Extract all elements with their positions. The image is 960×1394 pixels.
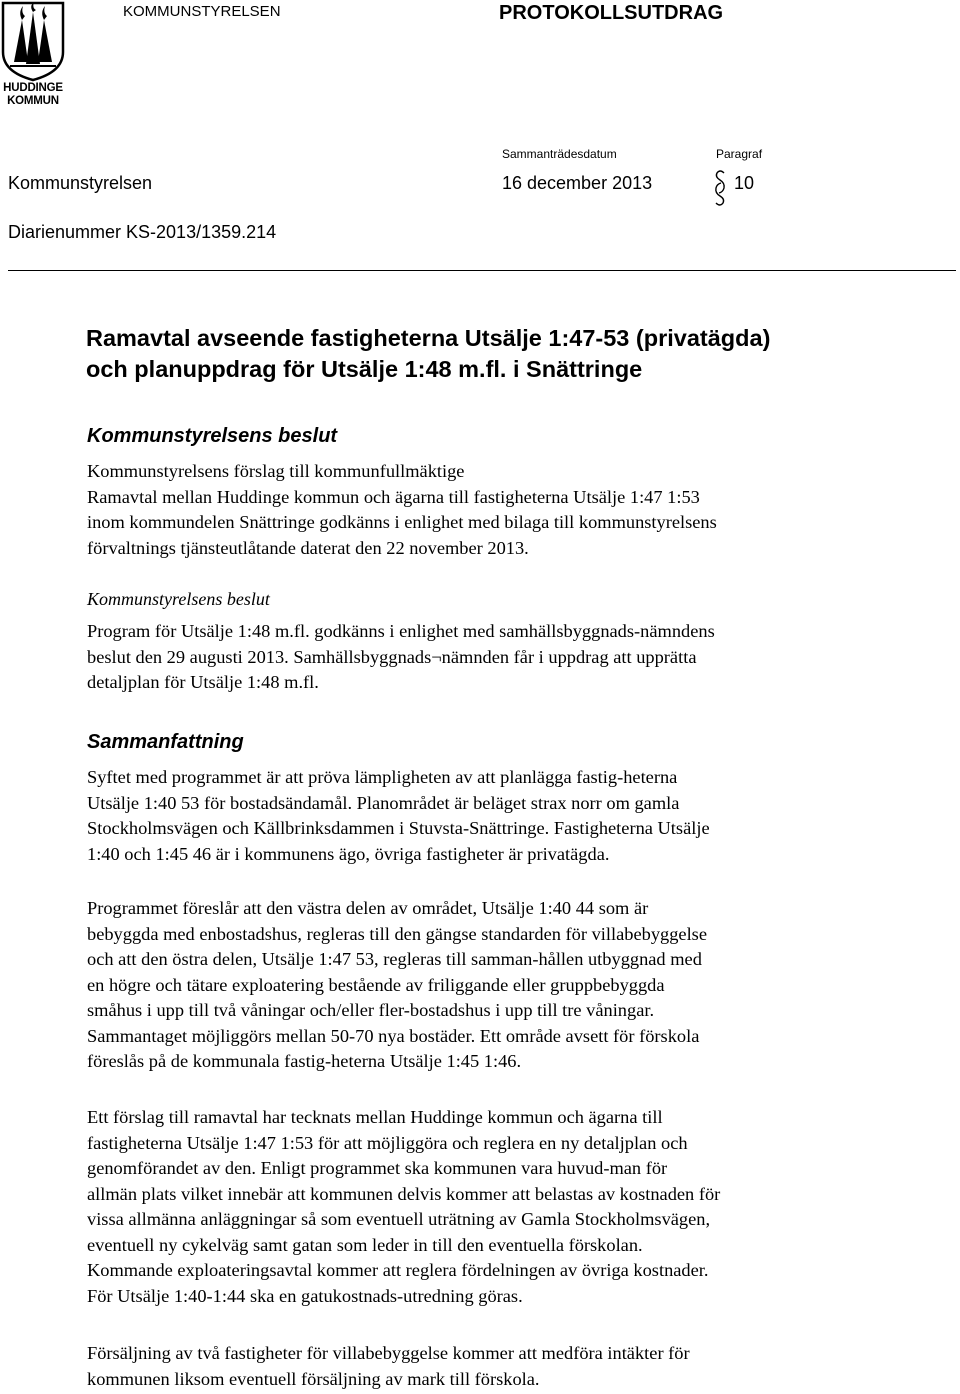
text-line: 1:40 och 1:45 46 är i kommunens ägo, övriga fastigheter är privatägda. <box>87 843 610 864</box>
text-line: eventuell ny cykelväg samt gatan som leder in till den eventuella förskolan. <box>87 1234 643 1255</box>
summary-paragraph <box>87 1341 690 1392</box>
text-line: fastigheterna Utsälje 1:47 1:53 för att möjliggöra och reglera en ny detaljplan och <box>87 1132 688 1153</box>
text-line: småhus i upp till två våningar och/eller fler-bostadshus i upp till tre våningar. <box>87 1000 655 1020</box>
text-line: allmän plats vilket innebär att kommunen delvis kommer att belastas av kostnaden för <box>87 1183 721 1204</box>
section-sign-icon <box>713 168 727 208</box>
summary-heading: Sammanfattning <box>87 731 244 753</box>
text-line: Programmet föreslår att den västra delen av området, Utsälje 1:40 44 som är <box>87 898 649 918</box>
text-line: Ramavtal mellan Huddinge kommun och ägarna till fastigheterna Utsälje 1:47 1:53 <box>87 486 700 507</box>
text-line: Sammantaget möjliggörs mellan 50-70 nya bostäder. Ett område avsett för förskola <box>87 1025 700 1046</box>
meeting-date-label: Sammanträdesdatum <box>502 147 617 161</box>
coat-of-arms-icon <box>0 0 66 82</box>
title-line: och planuppdrag för Utsälje 1:48 m.fl. i Snättringe <box>86 356 643 382</box>
summary-paragraph <box>87 1105 720 1309</box>
diary-number: Diarienummer KS-2013/1359.214 <box>8 222 277 242</box>
logo-text-line2: KOMMUN <box>7 95 59 107</box>
paragraph-label: Paragraf <box>716 147 763 161</box>
paragraph-number: 10 <box>734 173 755 193</box>
title-line: Ramavtal avseende fastigheterna Utsälje 1:47-53 (privatägda) <box>86 325 771 351</box>
text-line: Kommande exploateringsavtal kommer att reglera fördelningen av övriga kostnader. <box>87 1260 709 1280</box>
page-title <box>86 323 770 385</box>
organization-name: KOMMUNSTYRELSEN <box>123 3 281 20</box>
text-line: Syftet med programmet är att pröva lämpligheten av att planlägga fastig-heterna <box>87 767 678 787</box>
text-line: För Utsälje 1:40-1:44 ska en gatukostnads-utredning göras. <box>87 1285 523 1306</box>
text-line: föreslås på de kommunala fastig-heterna Utsälje 1:45 1:46. <box>87 1051 522 1071</box>
text-line: Ett förslag till ramavtal har tecknats mellan Huddinge kommun och ägarna till <box>87 1107 663 1127</box>
body-name: Kommunstyrelsen <box>8 173 153 193</box>
text-line: bebyggda med enbostadshus, regleras till den gängse standarden för villabebyggelse <box>87 923 707 944</box>
decision-heading: Kommunstyrelsens beslut <box>87 425 338 447</box>
text-line: vissa allmänna anläggningar så som eventuell uträtning av Gamla Stockholmsvägen, <box>87 1209 711 1229</box>
text-line: Utsälje 1:40 53 för bostadsändamål. Planområdet är beläget strax norr om gamla <box>87 792 680 813</box>
text-line: en högre och tätare exploatering bestående av friliggande eller gruppbebyggda <box>87 974 665 995</box>
text-line: Program för Utsälje 1:48 m.fl. godkänns i enlighet med samhällsbyggnads-nämndens <box>87 621 715 641</box>
text-line: genomförandet av den. Enligt programmet ska kommunen vara huvud-man för <box>87 1158 668 1178</box>
text-line: inom kommundelen Snättringe godkänns i enlighet med bilaga till kommunstyrelsens <box>87 512 717 532</box>
municipality-logo <box>0 0 66 110</box>
decision-heading: Kommunstyrelsens beslut <box>87 589 270 609</box>
text-line: Kommunstyrelsens förslag till kommunfullmäktige <box>87 461 465 481</box>
decision-text <box>87 619 715 696</box>
text-line: beslut den 29 augusti 2013. Samhällsbyggnads¬nämnden får i uppdrag att upprätta <box>87 646 697 667</box>
text-line: förvaltnings tjänsteutlåtande daterat den 22 november 2013. <box>87 537 529 558</box>
summary-paragraph <box>87 765 710 867</box>
meeting-date: 16 december 2013 <box>502 173 653 193</box>
text-line: detaljplan för Utsälje 1:48 m.fl. <box>87 672 319 692</box>
header-divider <box>8 270 956 271</box>
text-line: och att den östra delen, Utsälje 1:47 53, regleras till samman-hållen utbyggnad med <box>87 949 702 969</box>
text-line: kommunen liksom eventuell försäljning av mark till förskola. <box>87 1368 540 1389</box>
logo-text-line1: HUDDINGE <box>3 82 63 94</box>
text-line: Stockholmsvägen och Källbrinksdammen i Stuvsta-Snättringe. Fastigheterna Utsälje <box>87 818 710 838</box>
decision-text <box>87 459 717 561</box>
document-type: PROTOKOLLSUTDRAG <box>499 2 724 24</box>
text-line: Försäljning av två fastigheter för villabebyggelse kommer att medföra intäkter för <box>87 1343 690 1363</box>
summary-paragraph <box>87 896 707 1075</box>
